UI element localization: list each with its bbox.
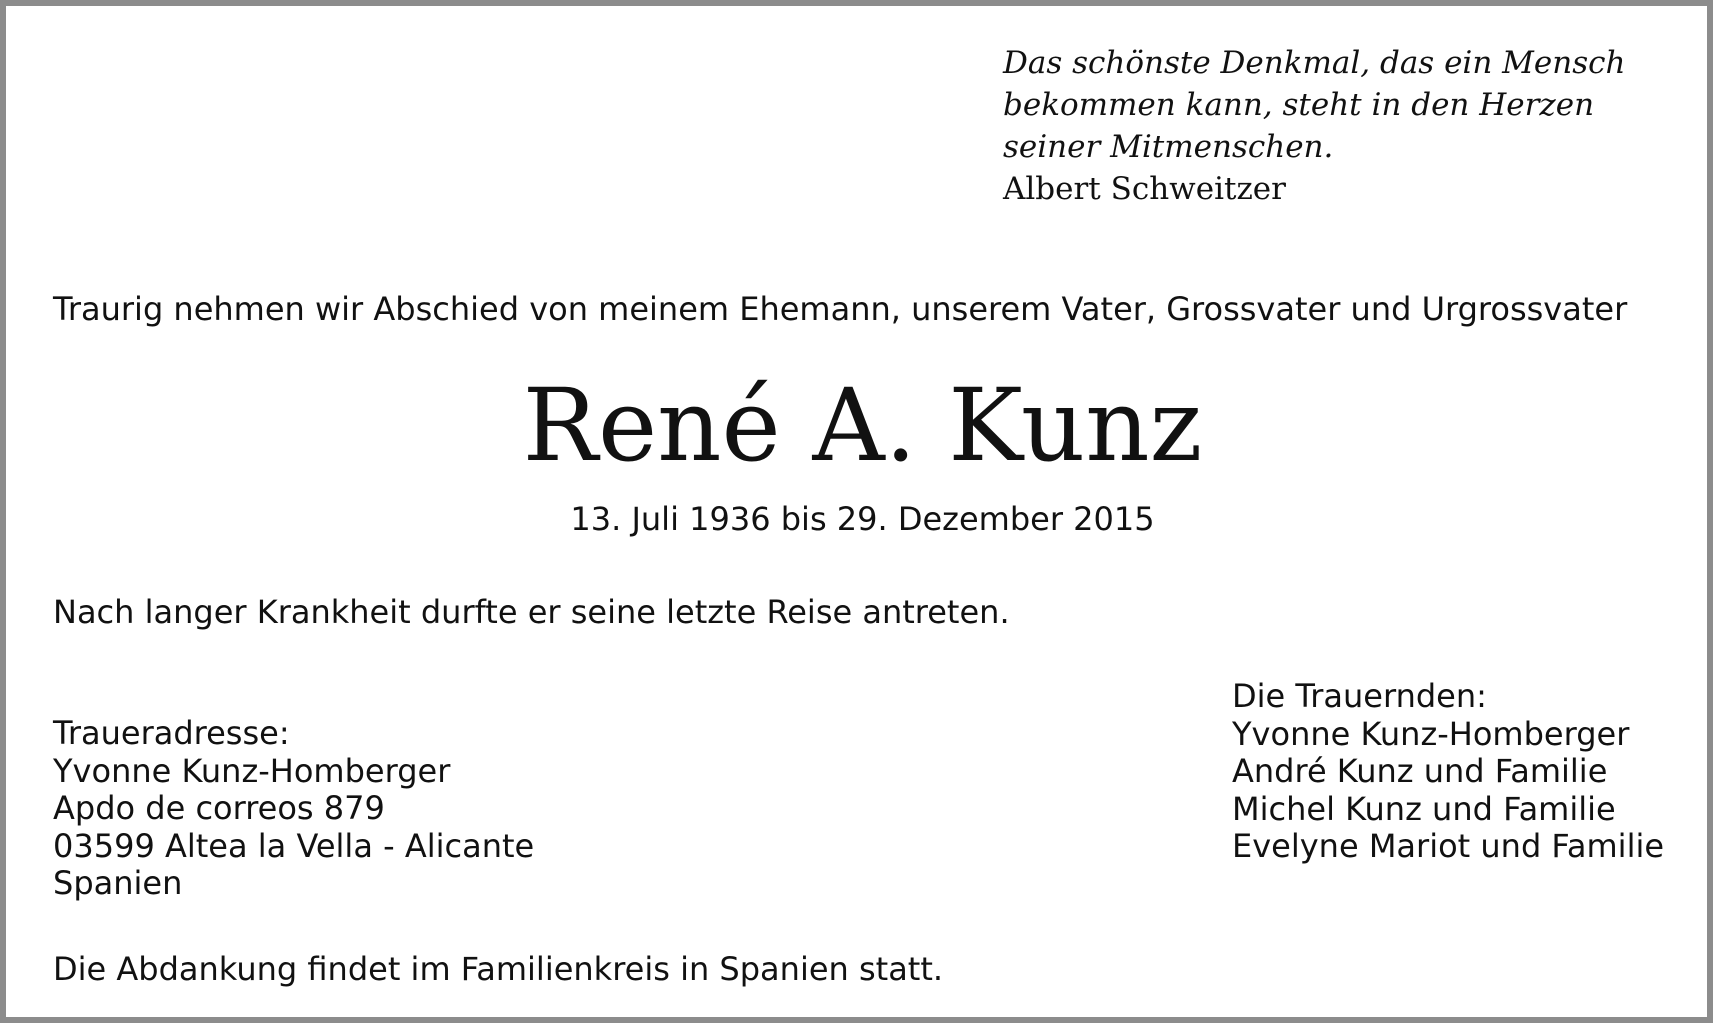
mourning-address [53, 715, 534, 903]
mourner-name: André Kunz und Familie [1232, 752, 1608, 790]
quote-line: seiner Mitmenschen. [1003, 129, 1334, 165]
quote-line: Das schönste Denkmal, das ein Mensch [1003, 45, 1626, 81]
quote-block [1003, 42, 1625, 210]
address-heading: Traueradresse: [53, 714, 290, 752]
intro-text: Traurig nehmen wir Abschied von meinem Ehemann, unserem Vater, Grossvater und Urgrossvater [53, 290, 1628, 328]
address-line: 03599 Altea la Vella - Alicante [53, 826, 535, 865]
deceased-name: René A. Kunz [522, 367, 1203, 484]
farewell-note: Nach langer Krankheit durfte er seine letzte Reise antreten. [53, 593, 1010, 631]
mourners-heading: Die Trauernden: [1232, 677, 1487, 715]
address-line: Yvonne Kunz-Homberger [53, 751, 451, 790]
life-dates: 13. Juli 1936 bis 29. Dezember 2015 [570, 500, 1155, 538]
quote-line: bekommen kann, steht in den Herzen [1003, 87, 1595, 123]
mourner-name: Evelyne Mariot und Familie [1232, 827, 1665, 865]
ceremony-note: Die Abdankung findet im Familienkreis in Spanien statt. [53, 950, 944, 988]
quote-author: Albert Schweitzer [1003, 171, 1286, 207]
mourner-name: Yvonne Kunz-Homberger [1232, 714, 1630, 753]
mourner-name: Michel Kunz und Familie [1232, 789, 1616, 828]
mourners-list [1232, 678, 1664, 866]
address-line: Spanien [53, 864, 183, 902]
address-line: Apdo de correos 879 [53, 789, 385, 827]
